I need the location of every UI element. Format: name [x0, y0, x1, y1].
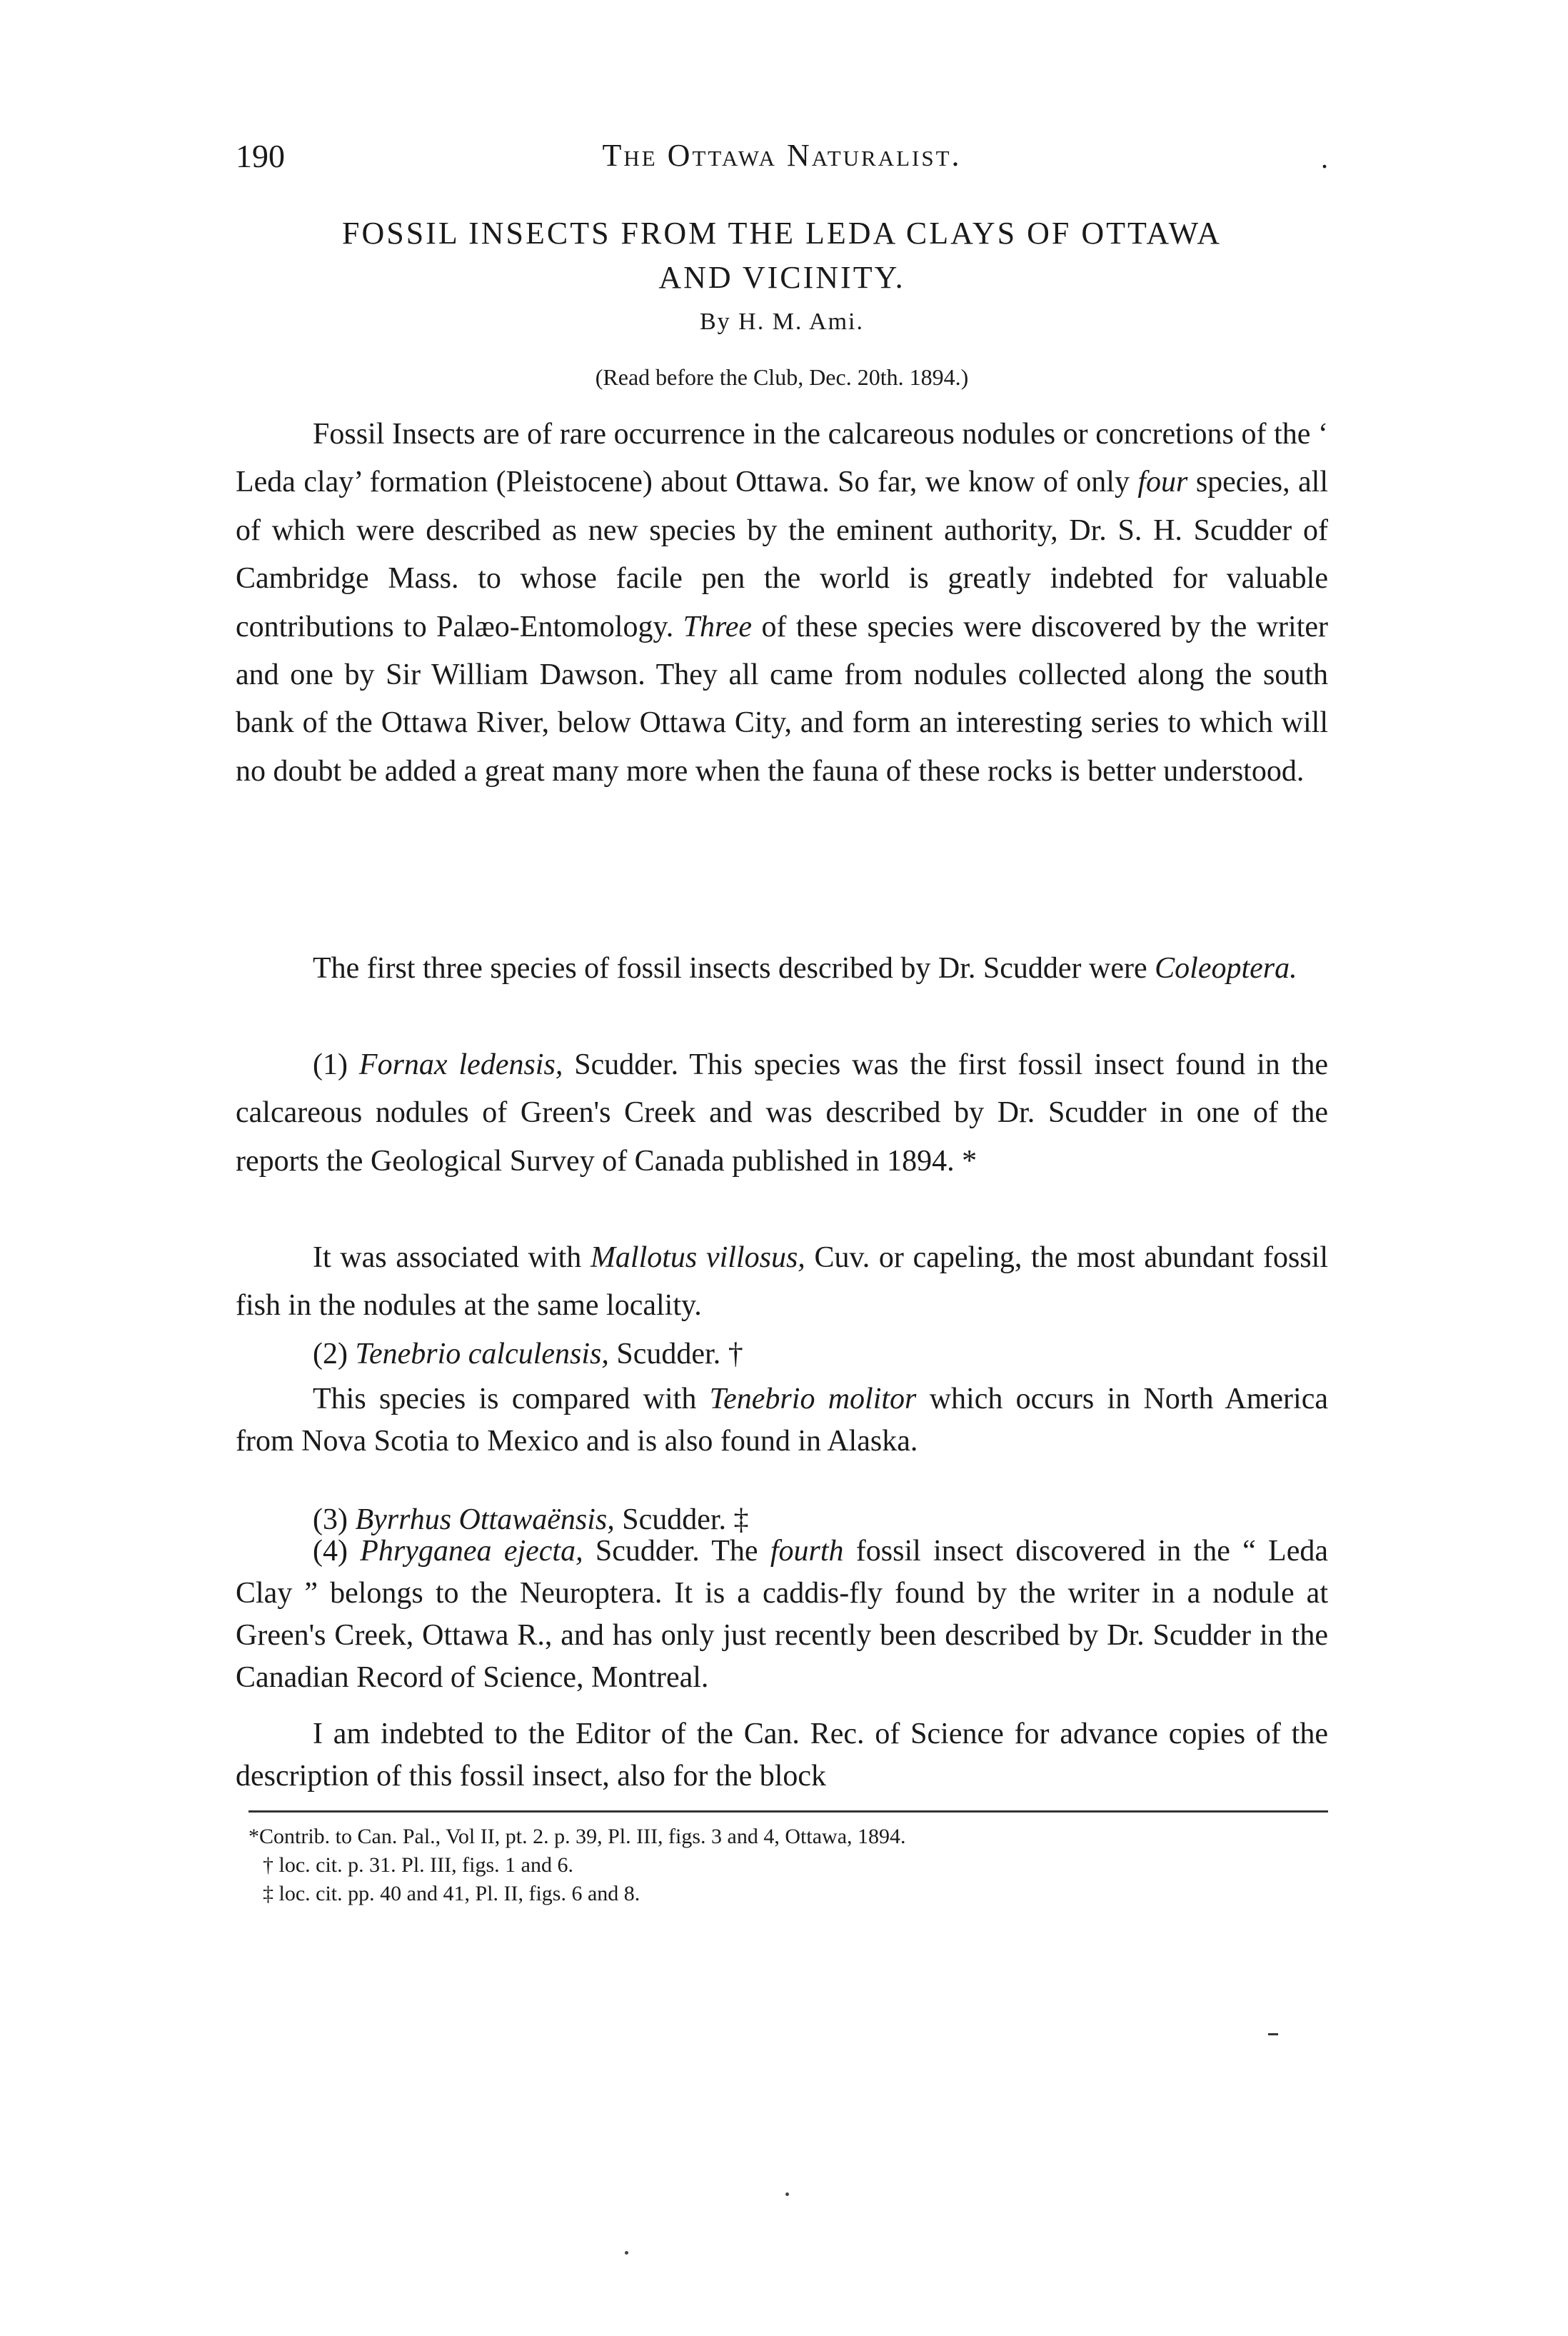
italic-run: Three — [683, 610, 753, 643]
footnote-3: ‡ loc. cit. pp. 40 and 41, Pl. II, figs. 6 and 8. — [263, 1882, 640, 1905]
article-title-line-2: AND VICINITY. — [658, 260, 905, 295]
paragraph-intro — [236, 411, 1328, 796]
text-run: (3) — [313, 1503, 356, 1536]
paragraph-species-2 — [236, 1330, 1328, 1378]
species-name: Byrrhus Ottawaënsis, — [355, 1503, 615, 1536]
page-number: 190 — [236, 138, 285, 174]
text-run: This species is compared with — [313, 1383, 710, 1415]
text-run: It was associated with — [313, 1241, 590, 1274]
scan-mark-dash — [1268, 2033, 1278, 2035]
text-run: fossil insect discovered in the “ Leda Clay ” belongs to the Neuroptera. It is a caddis-fly found by the writer in a nodule at Green's Creek, Ottawa R., and has only just recently been described by Dr. Scudder in the Canadian Record of Science, Montreal. — [236, 1535, 1328, 1694]
species-name: Tenebrio calculensis, — [355, 1338, 609, 1370]
text-run: Cuv. or capeling, the most abundant fossil fish in the nodules at the same locality. — [236, 1241, 1328, 1323]
italic-run: four — [1137, 466, 1188, 499]
scan-mark-dot — [625, 2251, 628, 2255]
page-header — [236, 137, 1328, 180]
paragraph-acknowledgement: I am indebted to the Editor of the Can. Rec. of Science for advance copies of the description of this fossil insect, also for the block — [236, 1718, 1328, 1793]
italic-run: fourth — [770, 1535, 844, 1568]
paragraph-species-4 — [236, 1530, 1328, 1699]
text-run: (2) — [313, 1338, 356, 1370]
article-title-line-1: FOSSIL INSECTS FROM THE LEDA CLAYS OF OTTAWA — [341, 216, 1222, 251]
footnote-2: † loc. cit. p. 31. Pl. III, figs. 1 and 6. — [263, 1853, 573, 1877]
scan-mark-dot — [785, 2192, 789, 2196]
text-run: species, all of which were described as new species by the eminent authority, Dr. S. H. Scudder of Cambridge Mass. to whose facile pen the world is greatly indebted for valuable contributions to Palæo-Entomology. — [236, 466, 1328, 643]
paragraph-species-1 — [236, 1041, 1328, 1185]
text-run: Scudder. † — [608, 1338, 743, 1370]
header-mark: . — [1321, 142, 1328, 174]
species-name: Phryganea ejecta, — [360, 1535, 583, 1568]
footnote-1: *Contrib. to Can. Pal., Vol II, pt. 2. p. 39, Pl. III, figs. 3 and 4, Ottawa, 1894. — [248, 1825, 906, 1848]
text-run: Fossil Insects are of rare occurrence in the calcareous nodules or concretions of the ‘ Leda clay’ formation (Pleistocene) about Ottawa. So far, we know of only — [236, 418, 1328, 499]
text-run: (1) — [313, 1048, 359, 1081]
article-title — [236, 211, 1328, 300]
text-run: Scudder. The — [583, 1535, 770, 1568]
species-name: Tenebrio molitor — [709, 1383, 917, 1415]
author-byline: By H. M. Ami. — [699, 309, 865, 335]
paragraph-coleoptera — [236, 945, 1328, 993]
italic-run: Coleoptera. — [1155, 952, 1297, 985]
footnotes — [248, 1823, 1328, 1908]
text-run: which occurs in North America from Nova Scotia to Mexico and is also found in Alaska. — [236, 1383, 1328, 1458]
text-run: The first three species of fossil insects described by Dr. Scudder were — [313, 952, 1155, 985]
text-run: Scudder. This species was the first fossil insect found in the calcareous nodules of Green's Creek and was described by Dr. Scudder in one of the reports the Geological Survey of Canada published in 1894. * — [236, 1048, 1328, 1178]
read-note: (Read before the Club, Dec. 20th. 1894.) — [595, 364, 969, 390]
paragraph-comparison — [236, 1378, 1328, 1463]
text-run: (4) — [313, 1535, 361, 1568]
species-name: Mallotus villosus, — [590, 1241, 805, 1274]
species-name: Fornax ledensis, — [358, 1048, 563, 1081]
paragraph-association — [236, 1234, 1328, 1330]
text-run: Scudder. ‡ — [614, 1503, 749, 1536]
running-title: The Ottawa Naturalist. — [602, 138, 962, 173]
text-run: of these species were discovered by the writer and one by Sir William Dawson. They all came from nodules collected along the south bank of the Ottawa River, below Ottawa City, and form an interesting series to which will no doubt be added a great many more when the fauna of these rocks is better understood. — [236, 610, 1329, 788]
footnote-rule — [248, 1810, 1328, 1813]
